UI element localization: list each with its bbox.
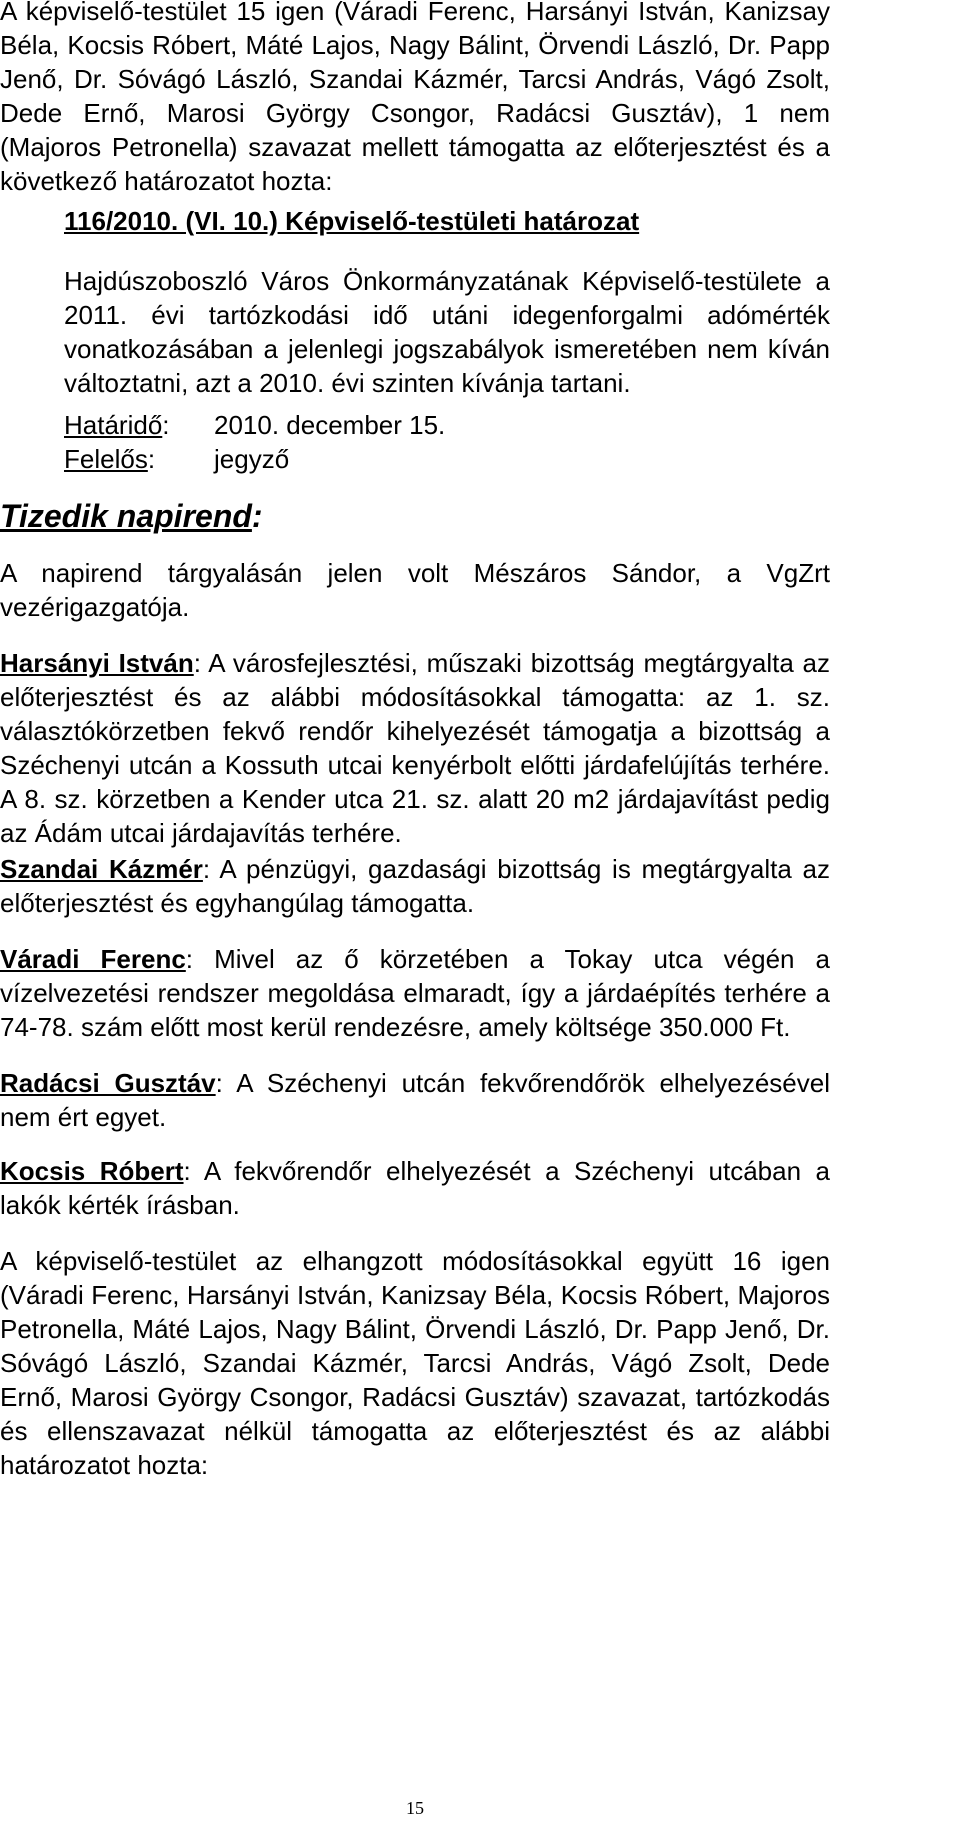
speaker-name: Kocsis Róbert	[0, 1156, 184, 1186]
speaker-line: előterjesztést és az alábbi módosításokkal támogatta: az 1. sz.	[0, 682, 830, 712]
speaker-line: előterjesztést és egyhangúlag támogatta.	[0, 888, 475, 918]
speaker-name: Radácsi Gusztáv	[0, 1068, 216, 1098]
closing-line: A képviselő-testület az elhangzott módosításokkal együtt 16 igen	[0, 1246, 830, 1276]
agenda-title: Tizedik napirend:	[0, 498, 263, 534]
resolution-title: Képviselő-testületi határozat	[277, 206, 640, 236]
resolution-line: Hajdúszoboszló Város Önkormányzatának Képviselő-testülete a	[64, 266, 830, 296]
closing-line: Ernő, Marosi György Csongor, Radácsi Gusztáv) szavazat, tartózkodás	[0, 1382, 830, 1412]
closing-line: Petronella, Máté Lajos, Nagy Bálint, Örvendi László, Dr. Papp Jenő, Dr.	[0, 1314, 830, 1344]
responsible-label: Felelős	[64, 444, 148, 474]
resolution-heading	[64, 204, 704, 238]
intro-paragraph	[0, 0, 830, 198]
closing-line: határozatot hozta:	[0, 1450, 209, 1480]
speaker-szandai: Szandai Kázmér: A pénzügyi, gazdasági bizottság is megtárgyalta az előterjesztést és egyhangúlag támogatta.	[0, 854, 831, 918]
speaker-varadi: Váradi Ferenc: Mivel az ő körzetében a Tokay utca végén a vízelvezetési rendszer megoldása elmaradt, így a járdaépítés terhére a 74-78. szám előtt most kerül rendezésre, amely költsége 350.000 Ft.	[0, 944, 830, 1042]
resolution-number: 116/2010. (VI. 10.)	[64, 206, 278, 236]
intro-line: Dede Ernő, Marosi György Csongor, Radácsi Gusztáv), 1 nem	[0, 98, 830, 128]
speaker-line: lakók kérték írásban.	[0, 1190, 240, 1220]
speaker-name: Harsányi István	[0, 648, 194, 678]
intro-line: A képviselő-testület 15 igen (Váradi Ferenc, Harsányi István, Kanizsay	[0, 0, 830, 26]
deadline-value: 2010. december 15.	[214, 410, 446, 440]
speaker-line: vízelvezetési rendszer megoldása elmaradt, így a járdaépítés terhére a	[0, 978, 830, 1008]
speaker-radacsi: Radácsi Gusztáv: A Széchenyi utcán fekvőrendőrök elhelyezésével nem ért egyet.	[0, 1068, 831, 1132]
closing-line: Sóvágó László, Szandai Kázmér, Tarcsi András, Vágó Zsolt, Dede	[0, 1348, 830, 1378]
resolution-line: 2011. évi tartózkodási idő utáni idegenforgalmi adómérték	[64, 300, 830, 330]
speaker-harsanyi: Harsányi István: A városfejlesztési, műszaki bizottság megtárgyalta az előterjesztést és az alábbi módosításokkal támogatta: az 1. sz. választókörzetben fekvő rendőr kihelyezését támogatja a bizottság a Széchenyi utcán a Kossuth utcai kenyérbolt előtti járdafelújítás terhére. A 8. sz. körzetben a Kender utca 21. sz. alatt 20 m2 járdajavítást pedig az Ádám utcai járdajavítás terhére.	[0, 648, 830, 848]
closing-paragraph	[0, 1244, 830, 1482]
speaker-kocsis: Kocsis Róbert: A fekvőrendőr elhelyezését a Széchenyi utcában a lakók kérték írásban.	[0, 1156, 831, 1220]
responsible-row: Felelős: jegyző	[64, 444, 290, 474]
intro-line: (Majoros Petronella) szavazat mellett támogatta az előterjesztést és a	[0, 132, 830, 162]
speaker-line: A 8. sz. körzetben a Kender utca 21. sz. alatt 20 m2 járdajavítást pedig	[0, 784, 830, 814]
intro-line: Jenő, Dr. Sóvágó László, Szandai Kázmér, Tarcsi András, Vágó Zsolt,	[0, 64, 830, 94]
speaker-line: Széchenyi utcán a Kossuth utcai kenyérbolt előtti járdafelújítás terhére.	[0, 750, 830, 780]
speaker-name: Váradi Ferenc	[0, 944, 186, 974]
speaker-name: Szandai Kázmér	[0, 854, 203, 884]
closing-line: (Váradi Ferenc, Harsányi István, Kanizsay Béla, Kocsis Róbert, Majoros	[0, 1280, 830, 1310]
resolution-line: vonatkozásában a jelenlegi jogszabályok ismeretében nem kíván	[64, 334, 830, 364]
speaker-line: az Ádám utcai járdajavítás terhére.	[0, 818, 402, 848]
intro-line: következő határozatot hozta:	[0, 166, 333, 196]
responsible-value: jegyző	[214, 444, 290, 474]
closing-line: és ellenszavazat nélkül támogatta az előterjesztést és az alábbi	[0, 1416, 830, 1446]
speaker-line: választókörzetben fekvő rendőr kihelyezését támogatja a bizottság a	[0, 716, 830, 746]
deadline-label: Határidő	[64, 410, 163, 440]
agenda-presence	[0, 556, 830, 624]
resolution-line: változtatni, azt a 2010. évi szinten kívánja tartani.	[64, 368, 631, 398]
speaker-line: 74-78. szám előtt most kerül rendezésre, amely költsége 350.000 Ft.	[0, 1012, 791, 1042]
speaker-line: nem ért egyet.	[0, 1102, 167, 1132]
agenda-line: A napirend tárgyalásán jelen volt Mészáros Sándor, a VgZrt	[0, 558, 830, 588]
agenda-line: vezérigazgatója.	[0, 592, 190, 622]
page-number: 15	[406, 1798, 424, 1818]
resolution-body	[64, 264, 830, 400]
deadline-row: Határidő: 2010. december 15.	[64, 410, 446, 440]
intro-line: Béla, Kocsis Róbert, Máté Lajos, Nagy Bálint, Örvendi László, Dr. Papp	[0, 30, 830, 60]
